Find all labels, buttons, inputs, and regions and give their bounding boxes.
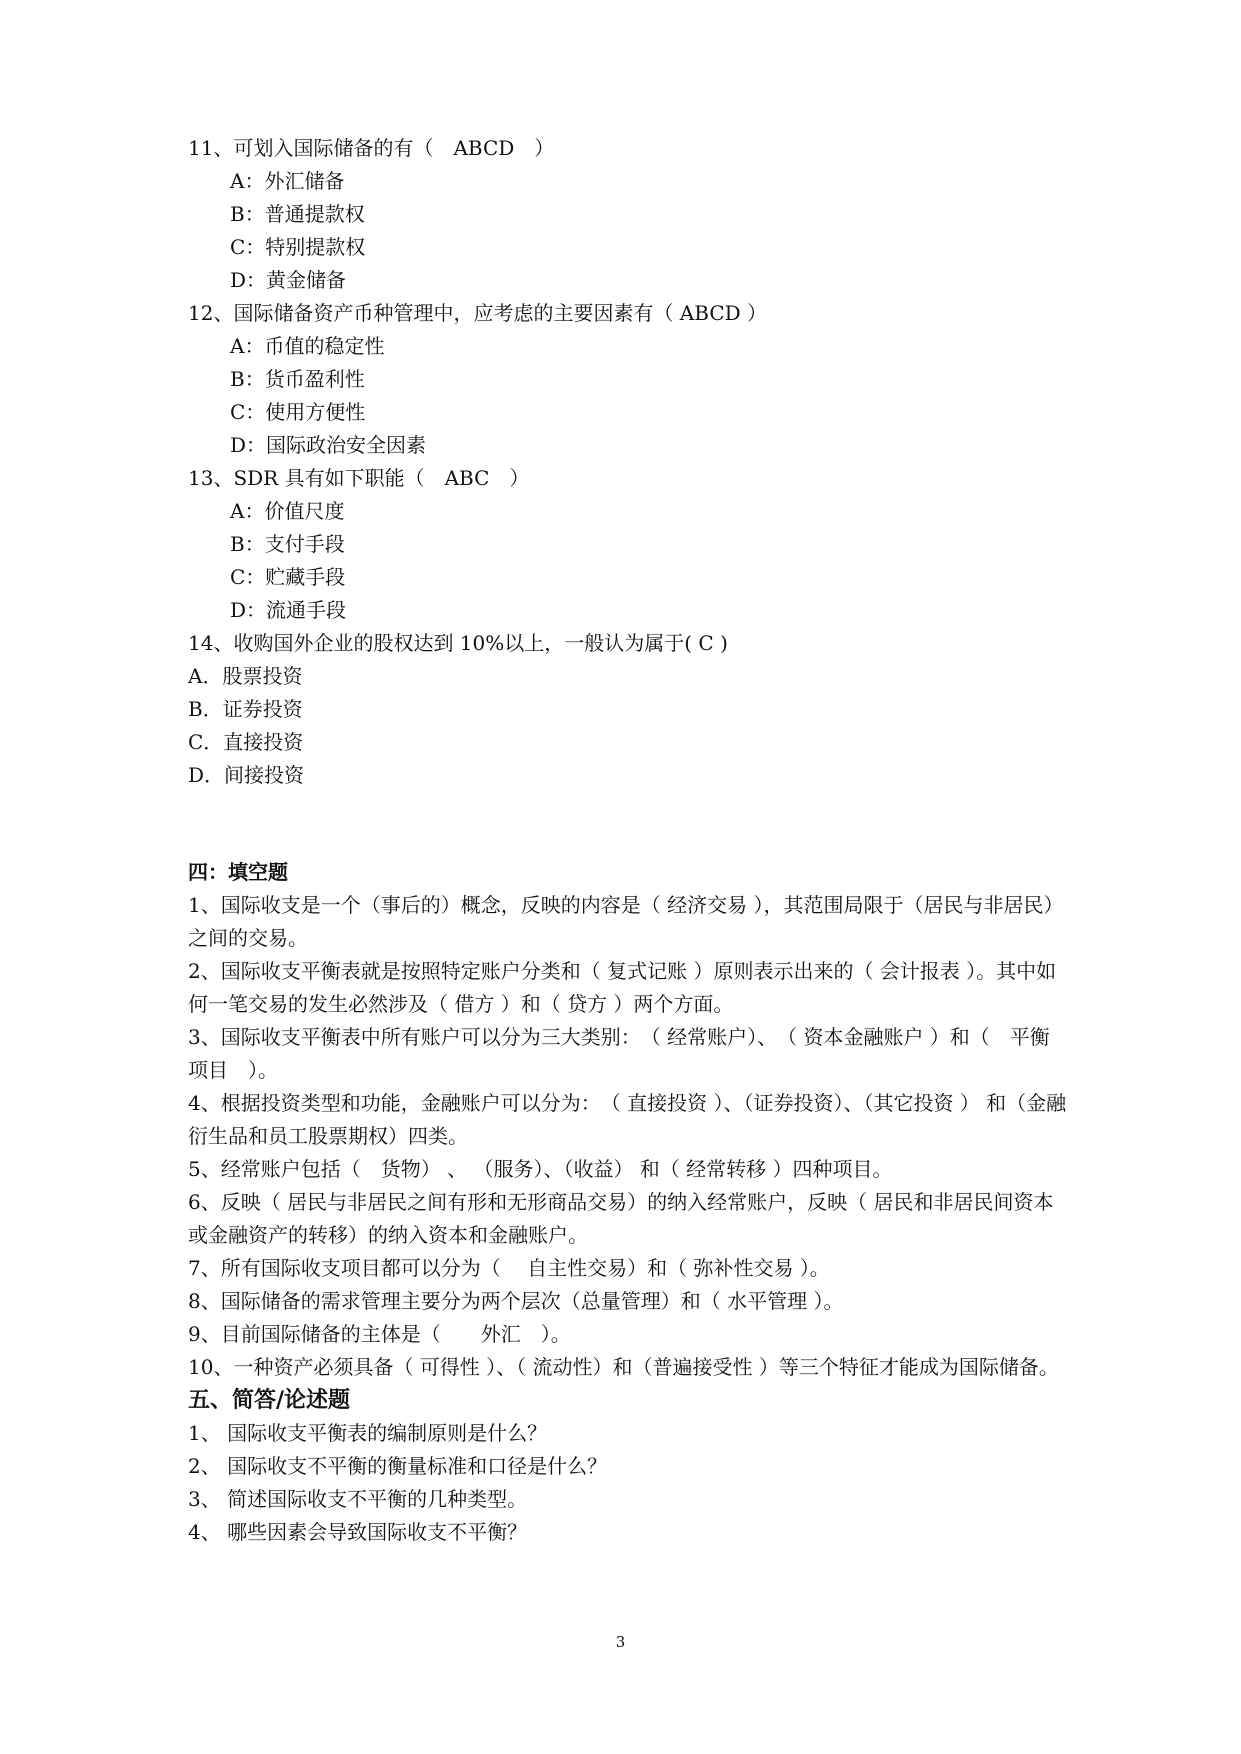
fill-item-10: 10、一种资产必须具备（ 可得性 ）、（ 流动性）和（普遍接受性 ）等三个特征才能成为国际储备。 bbox=[188, 1355, 1059, 1379]
option-13d: D：流通手段 bbox=[230, 598, 347, 622]
option-12d: D：国际政治安全因素 bbox=[230, 433, 427, 457]
section-4-title: 四：填空题 bbox=[188, 860, 288, 884]
essay-item-1: 1、 国际收支平衡表的编制原则是什么？ bbox=[188, 1421, 548, 1445]
option-12c: C：使用方便性 bbox=[230, 400, 366, 424]
fill-blank-section bbox=[188, 856, 1068, 1549]
multiple-choice-section bbox=[188, 132, 1068, 792]
option-13c: C：贮藏手段 bbox=[230, 565, 346, 589]
fill-item-2: 2、国际收支平衡表就是按照特定账户分类和（ 复式记账 ）原则表示出来的（ 会计报表 ）。其中如何一笔交易的发生必然涉及（ 借方 ）和（ 贷方 ）两个方面。 bbox=[188, 959, 1057, 1016]
section-5-title: 五、简答/论述题 bbox=[188, 1387, 351, 1413]
fill-item-4: 4、根据投资类型和功能，金融账户可以分为： （ 直接投资 ）、（证券投资）、（其它投资 ） 和（金融衍生品和员工股票期权）四类。 bbox=[188, 1091, 1067, 1148]
question-12: 12、国际储备资产币种管理中，应考虑的主要因素有（ ABCD ） bbox=[188, 301, 768, 325]
option-14d: D．间接投资 bbox=[188, 763, 305, 787]
option-11c: C：特别提款权 bbox=[230, 235, 366, 259]
essay-item-4: 4、 哪些因素会导致国际收支不平衡？ bbox=[188, 1520, 528, 1544]
fill-item-5: 5、经常账户包括（ 货物） 、 （服务）、（收益） 和（ 经常转移 ）四种项目。 bbox=[188, 1157, 893, 1181]
option-13b: B：支付手段 bbox=[230, 532, 345, 556]
option-14b: B．证券投资 bbox=[188, 697, 303, 721]
option-12b: B：货币盈利性 bbox=[230, 367, 365, 391]
option-13a: A：价值尺度 bbox=[230, 499, 345, 523]
fill-item-8: 8、国际储备的需求管理主要分为两个层次（总量管理）和（ 水平管理 ）。 bbox=[188, 1289, 844, 1313]
option-11d: D：黄金储备 bbox=[230, 268, 347, 292]
fill-item-9: 9、目前国际储备的主体是（ 外汇 ）。 bbox=[188, 1322, 571, 1346]
option-14c: C．直接投资 bbox=[188, 730, 304, 754]
page-number: 3 bbox=[615, 1633, 626, 1651]
option-12a: A：币值的稳定性 bbox=[230, 334, 385, 358]
fill-item-7: 7、所有国际收支项目都可以分为（ 自主性交易）和（ 弥补性交易 ）。 bbox=[188, 1256, 830, 1280]
question-14: 14、收购国外企业的股权达到 10%以上，一般认为属于( C ) bbox=[188, 631, 728, 655]
essay-item-2: 2、 国际收支不平衡的衡量标准和口径是什么？ bbox=[188, 1454, 608, 1478]
essay-item-3: 3、 简述国际收支不平衡的几种类型。 bbox=[188, 1487, 528, 1511]
option-11b: B：普通提款权 bbox=[230, 202, 365, 226]
option-14a: A．股票投资 bbox=[188, 664, 303, 688]
question-13: 13、SDR 具有如下职能（ ABC ） bbox=[188, 466, 530, 490]
option-11a: A：外汇储备 bbox=[230, 169, 345, 193]
fill-item-1: 1、国际收支是一个（事后的）概念，反映的内容是（ 经济交易 ），其范围局限于（居民与非居民）之间的交易。 bbox=[188, 893, 1064, 950]
question-11: 11、可划入国际储备的有（ ABCD ） bbox=[188, 136, 555, 160]
fill-item-3: 3、国际收支平衡表中所有账户可以分为三大类别： （ 经常账户）、 （ 资本金融账户 ）和（ 平衡项目 ）。 bbox=[188, 1025, 1050, 1082]
fill-item-6: 6、反映（ 居民与非居民之间有形和无形商品交易）的纳入经常账户，反映（ 居民和非居民间资本或金融资产的转移）的纳入资本和金融账户。 bbox=[188, 1190, 1054, 1247]
